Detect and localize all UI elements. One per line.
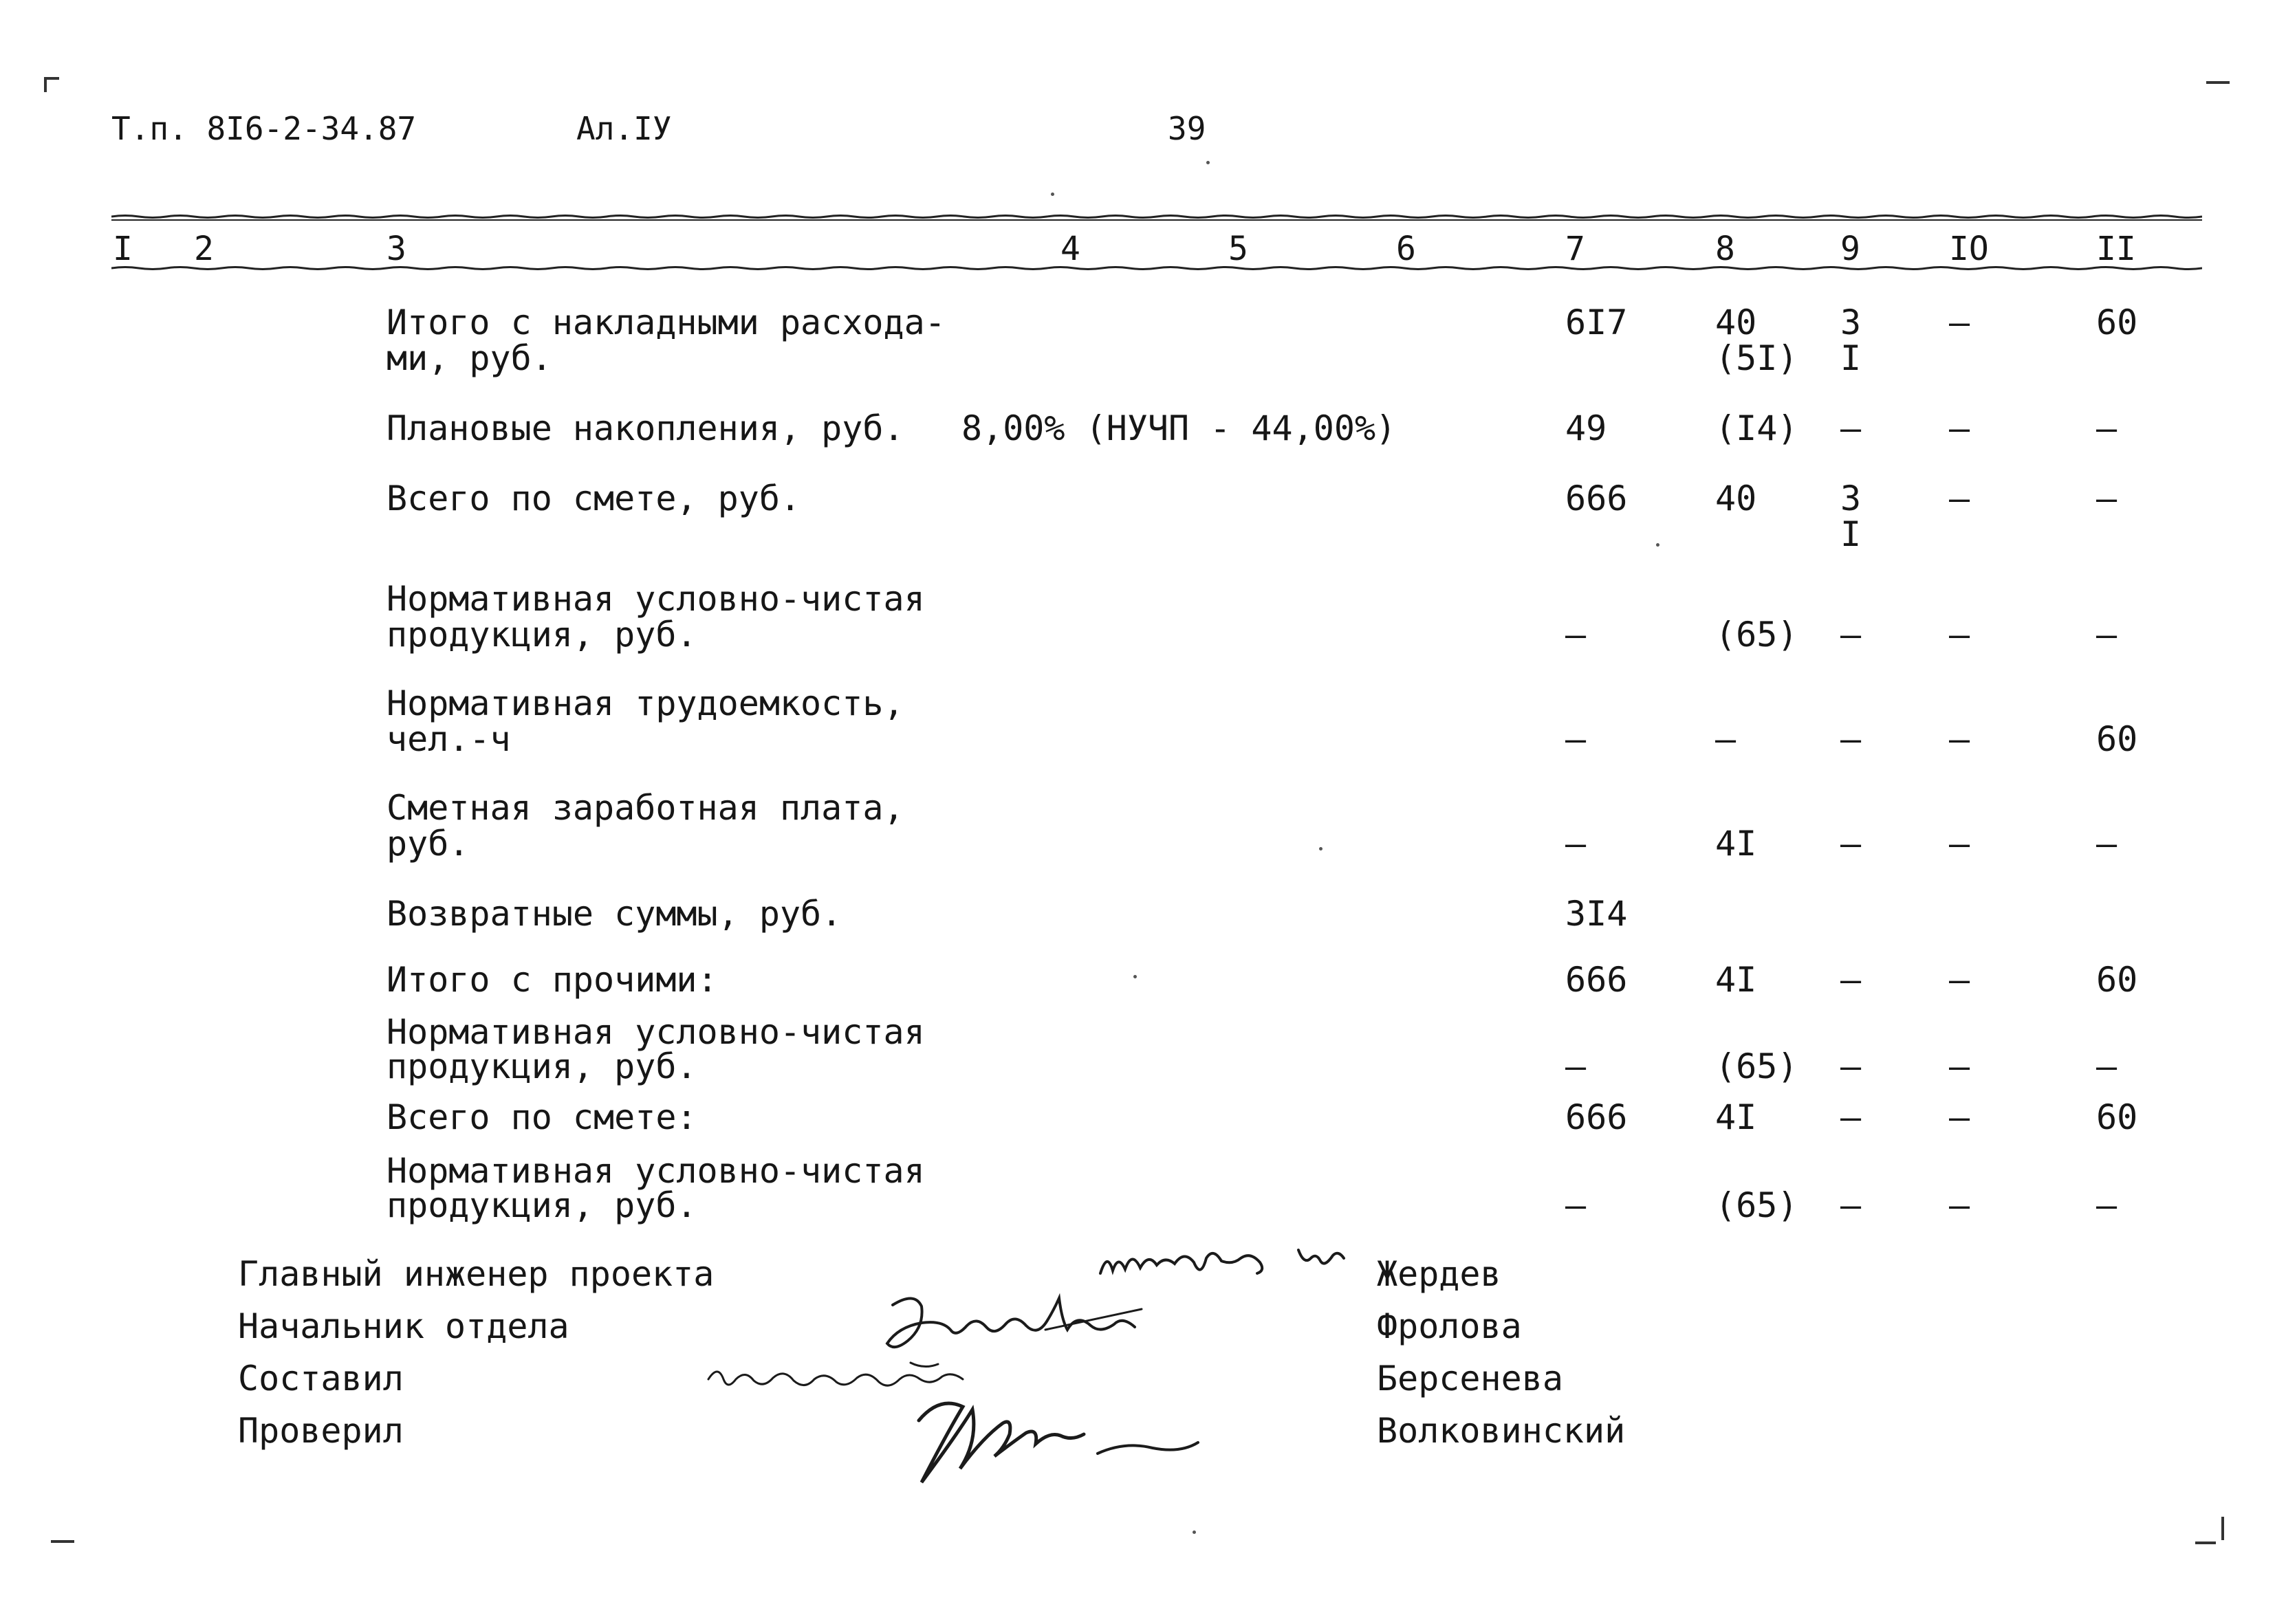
row-3-col9-sub: I	[1840, 514, 1862, 554]
signer-name-compiler: Берсенева	[1377, 1359, 1563, 1398]
row-4-col9: –	[1840, 615, 1862, 655]
row-6-col10: –	[1949, 824, 1970, 864]
row-11-col11: –	[2096, 1185, 2118, 1225]
row-9-label-line2: продукция, руб.	[387, 1046, 697, 1086]
row-11-col8: (65)	[1715, 1185, 1798, 1225]
row-2-col8: (I4)	[1715, 408, 1798, 448]
row-4-col8: (65)	[1715, 615, 1798, 655]
col-num-3: 3	[387, 230, 406, 268]
scan-speck	[1133, 975, 1137, 978]
row-1-label-line2: ми, руб.	[387, 338, 552, 378]
row-7-label: Возвратные суммы, руб.	[387, 894, 842, 934]
scan-speck	[1656, 543, 1659, 547]
row-6-label-line2: руб.	[387, 824, 470, 864]
signer-name-chief-engineer: Жердев	[1377, 1254, 1501, 1294]
row-9-col9: –	[1840, 1046, 1862, 1086]
col-num-1: I	[113, 230, 133, 268]
row-11-col7: –	[1565, 1185, 1587, 1225]
row-8-col9: –	[1840, 960, 1862, 1000]
row-1-col8: 40	[1715, 303, 1757, 342]
row-1-label-line1: Итого с накладными расхода-	[387, 303, 946, 342]
col-num-11: II	[2096, 230, 2136, 268]
row-5-label-line1: Нормативная трудоемкость,	[387, 683, 904, 723]
col-num-10: IO	[1949, 230, 1989, 268]
row-3-col8: 40	[1715, 479, 1757, 518]
row-4-col11: –	[2096, 615, 2118, 655]
row-11-label-line2: продукция, руб.	[387, 1185, 697, 1225]
row-11-col9: –	[1840, 1185, 1862, 1225]
row-2-label: Плановые накопления, руб.	[387, 408, 904, 448]
corner-mark-bottom-left	[51, 1540, 74, 1543]
signer-name-department-head: Фролова	[1377, 1306, 1522, 1346]
row-3-col10: –	[1949, 479, 1970, 518]
signer-role-department-head: Начальник отдела	[238, 1306, 569, 1346]
row-2-col9: –	[1840, 408, 1862, 448]
signature-department-head	[873, 1286, 1149, 1361]
corner-mark-bottom-right-tick	[2221, 1517, 2224, 1540]
row-2-col10: –	[1949, 408, 1970, 448]
row-9-col11: –	[2096, 1046, 2118, 1086]
row-10-col11: 60	[2096, 1097, 2138, 1137]
row-10-col8: 4I	[1715, 1097, 1757, 1137]
scan-speck	[1319, 847, 1322, 851]
signer-name-checker: Волковинский	[1377, 1411, 1626, 1451]
row-5-col11: 60	[2096, 719, 2138, 759]
row-9-col7: –	[1565, 1046, 1587, 1086]
row-4-label-line2: продукция, руб.	[387, 615, 697, 655]
row-10-col7: 666	[1565, 1097, 1628, 1137]
row-1-col11: 60	[2096, 303, 2138, 342]
col-num-7: 7	[1565, 230, 1585, 268]
col-num-9: 9	[1840, 230, 1860, 268]
column-numbers-rule	[111, 265, 2202, 272]
doc-reference: Т.п. 8I6-2-34.87	[111, 110, 417, 147]
col-num-2: 2	[194, 230, 214, 268]
row-8-col7: 666	[1565, 960, 1628, 1000]
row-1-col9-sub: I	[1840, 338, 1862, 378]
col-num-5: 5	[1228, 230, 1248, 268]
row-5-col9: –	[1840, 719, 1862, 759]
signature-checker	[891, 1393, 1208, 1496]
signer-role-compiler: Составил	[238, 1359, 404, 1398]
row-6-col8: 4I	[1715, 824, 1757, 864]
row-7-col7: 3I4	[1565, 894, 1628, 934]
scan-speck	[1051, 193, 1054, 196]
row-1-col8-sub: (5I)	[1715, 338, 1798, 378]
row-3-col11: –	[2096, 479, 2118, 518]
row-2-note: 8,00% (НУЧП - 44,00%)	[961, 408, 1397, 448]
scan-speck	[1193, 1530, 1196, 1534]
row-6-col9: –	[1840, 824, 1862, 864]
corner-mark-bottom-right	[2195, 1541, 2216, 1544]
row-5-col7: –	[1565, 719, 1587, 759]
row-8-col8: 4I	[1715, 960, 1757, 1000]
row-4-col10: –	[1949, 615, 1970, 655]
corner-mark-top-right	[2206, 81, 2230, 84]
col-num-4: 4	[1060, 230, 1080, 268]
signer-role-checker: Проверил	[238, 1411, 404, 1451]
row-2-col7: 49	[1565, 408, 1607, 448]
scan-speck	[1206, 161, 1210, 164]
row-3-col7: 666	[1565, 479, 1628, 518]
row-2-col11: –	[2096, 408, 2118, 448]
row-4-label-line1: Нормативная условно-чистая	[387, 579, 925, 619]
row-5-label-line2: чел.-ч	[387, 719, 511, 759]
row-3-col9: 3	[1840, 479, 1862, 518]
row-8-col11: 60	[2096, 960, 2138, 1000]
row-10-col9: –	[1840, 1097, 1862, 1137]
row-6-col11: –	[2096, 824, 2118, 864]
row-5-col8: –	[1715, 719, 1737, 759]
row-11-col10: –	[1949, 1185, 1970, 1225]
row-11-label-line1: Нормативная условно-чистая	[387, 1151, 925, 1191]
page-number: 39	[1168, 110, 1206, 147]
row-6-label-line1: Сметная заработная плата,	[387, 788, 904, 828]
row-9-col10: –	[1949, 1046, 1970, 1086]
corner-mark-top-left-tick	[44, 77, 47, 92]
row-9-label-line1: Нормативная условно-чистая	[387, 1012, 925, 1052]
row-4-col7: –	[1565, 615, 1587, 655]
signature-chief-engineer	[1098, 1238, 1359, 1293]
signer-role-chief-engineer: Главный инженер проекта	[238, 1254, 715, 1294]
album-reference: Ал.IУ	[576, 110, 672, 147]
row-1-col7: 6I7	[1565, 303, 1628, 342]
row-3-label: Всего по смете, руб.	[387, 479, 801, 518]
col-num-6: 6	[1396, 230, 1416, 268]
row-1-col10: –	[1949, 303, 1970, 342]
row-8-col10: –	[1949, 960, 1970, 1000]
col-num-8: 8	[1715, 230, 1735, 268]
row-9-col8: (65)	[1715, 1046, 1798, 1086]
row-6-col7: –	[1565, 824, 1587, 864]
row-1-col9: 3	[1840, 303, 1862, 342]
row-8-label: Итого с прочими:	[387, 960, 718, 1000]
row-10-label: Всего по смете:	[387, 1097, 697, 1137]
row-5-col10: –	[1949, 719, 1970, 759]
row-10-col10: –	[1949, 1097, 1970, 1137]
table-top-rule	[111, 215, 2202, 221]
